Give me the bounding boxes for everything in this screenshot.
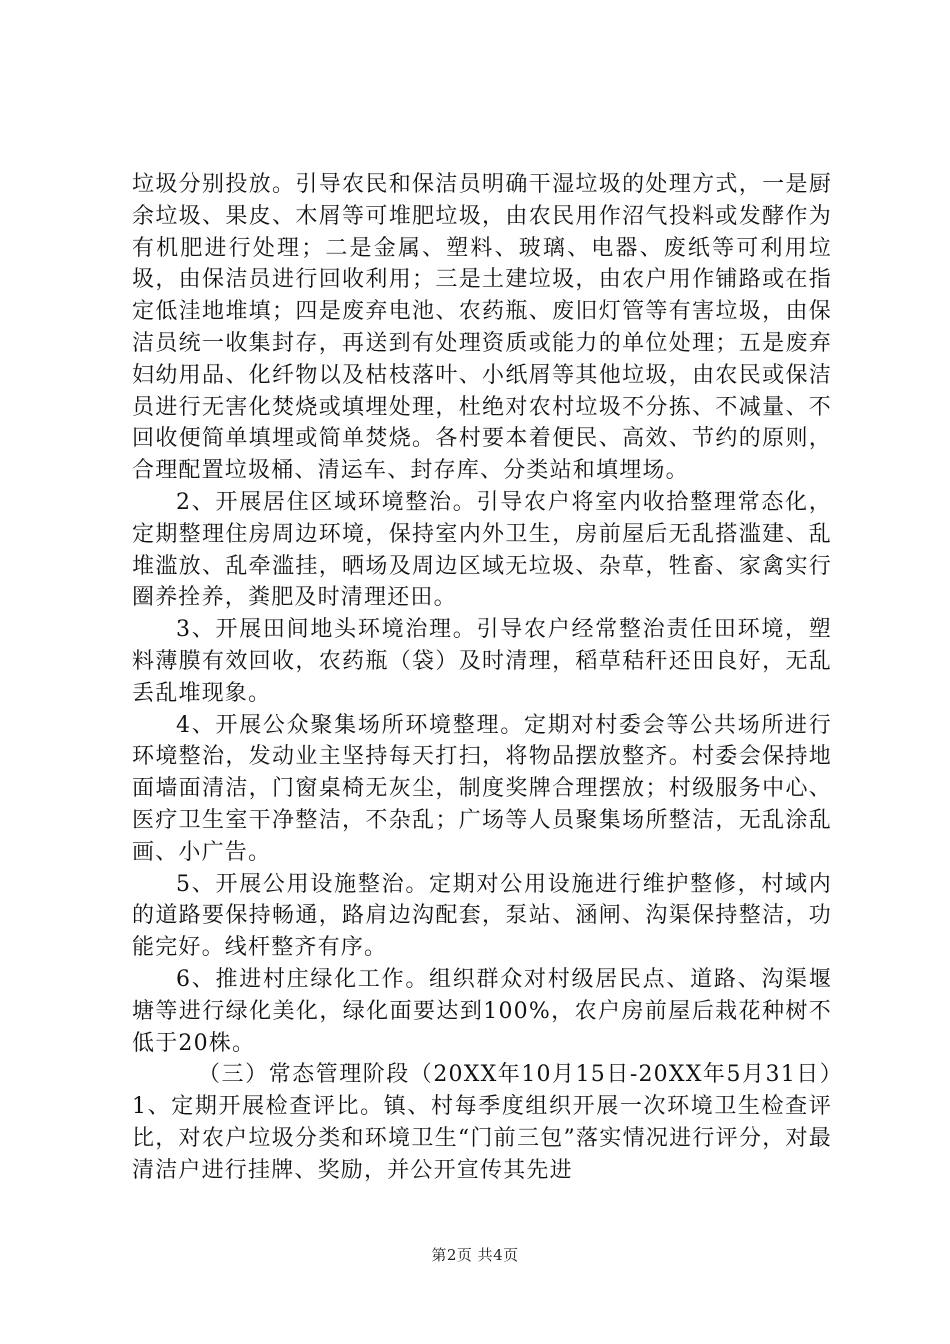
page-footer: 第2页 共4页 (431, 1246, 519, 1264)
document-body (132, 169, 832, 1187)
paragraph-residential-cleanup: 2、开展居住区域环境整治。引导农户将室内收拾整理常态化，定期整理住房周边环境，保持室内外卫生，房前屋后无乱搭滥建、乱堆滥放、乱牵滥挂，晒场及周边区域无垃圾、杂草，牲畜、家禽实行圈养拴养，粪肥及时清理还田。 (132, 489, 832, 611)
paragraph-greening: 6、推进村庄绿化工作。组织群众对村级居民点、道路、沟渠堰塘等进行绿化美化，绿化面要达到100%，农户房前屋后栽花种树不低于20株。 (132, 966, 832, 1056)
paragraph-field-cleanup: 3、开展田间地头环境治理。引导农户经常整治责任田环境，塑料薄膜有效回收，农药瓶（袋）及时清理，稻草秸秆还田良好，无乱丢乱堆现象。 (132, 617, 832, 706)
paragraph-public-spaces: 4、开展公众聚集场所环境整理。定期对村委会等公共场所进行环境整治，发动业主坚持每天打扫，将物品摆放整齐。村委会保持地面墙面清洁，门窗桌椅无灰尘，制度奖牌合理摆放；村级服务中心、医疗卫生室干净整洁，不杂乱；广场等人员聚集场所整洁，无乱涂乱画、小广告。 (132, 712, 832, 865)
paragraph-waste-sorting: 垃圾分别投放。引导农民和保洁员明确干湿垃圾的处理方式，一是厨余垃圾、果皮、木屑等可堆肥垃圾，由农民用作沼气投料或发酵作为有机肥进行处理；二是金属、塑料、玻璃、电器、废纸等可利用垃圾，由保洁员进行回收利用；三是土建垃圾，由农户用作铺路或在指定低洼地堆填；四是废弃电池、农药瓶、废旧灯管等有害垃圾，由保洁员统一收集封存，再送到有处理资质或能力的单位处理；五是废弃妇幼用品、化纤物以及枯枝落叶、小纸屑等其他垃圾，由农民或保洁员进行无害化焚烧或填埋处理，杜绝对农村垃圾不分拣、不减量、不回收便简单填埋或简单焚烧。各村要本着便民、高效、节约的原则，合理配置垃圾桶、清运车、封存库、分类站和填埋场。 (132, 172, 832, 484)
paragraph-public-facilities: 5、开展公用设施整治。定期对公用设施进行维护整修，村域内的道路要保持畅通，路肩边沟配套，泵站、涵闸、沟渠保持整洁，功能完好。线杆整齐有序。 (132, 871, 832, 961)
paragraph-regular-management: （三）常态管理阶段（20XX年10月15日-20XX年5月31日）1、定期开展检查评比。镇、村每季度组织开展一次环境卫生检查评比，对农户垃圾分类和环境卫生“门前三包”落实情况进行评分，对最清洁户进行挂牌、奖励，并公开宣传其先进 (132, 1062, 832, 1183)
